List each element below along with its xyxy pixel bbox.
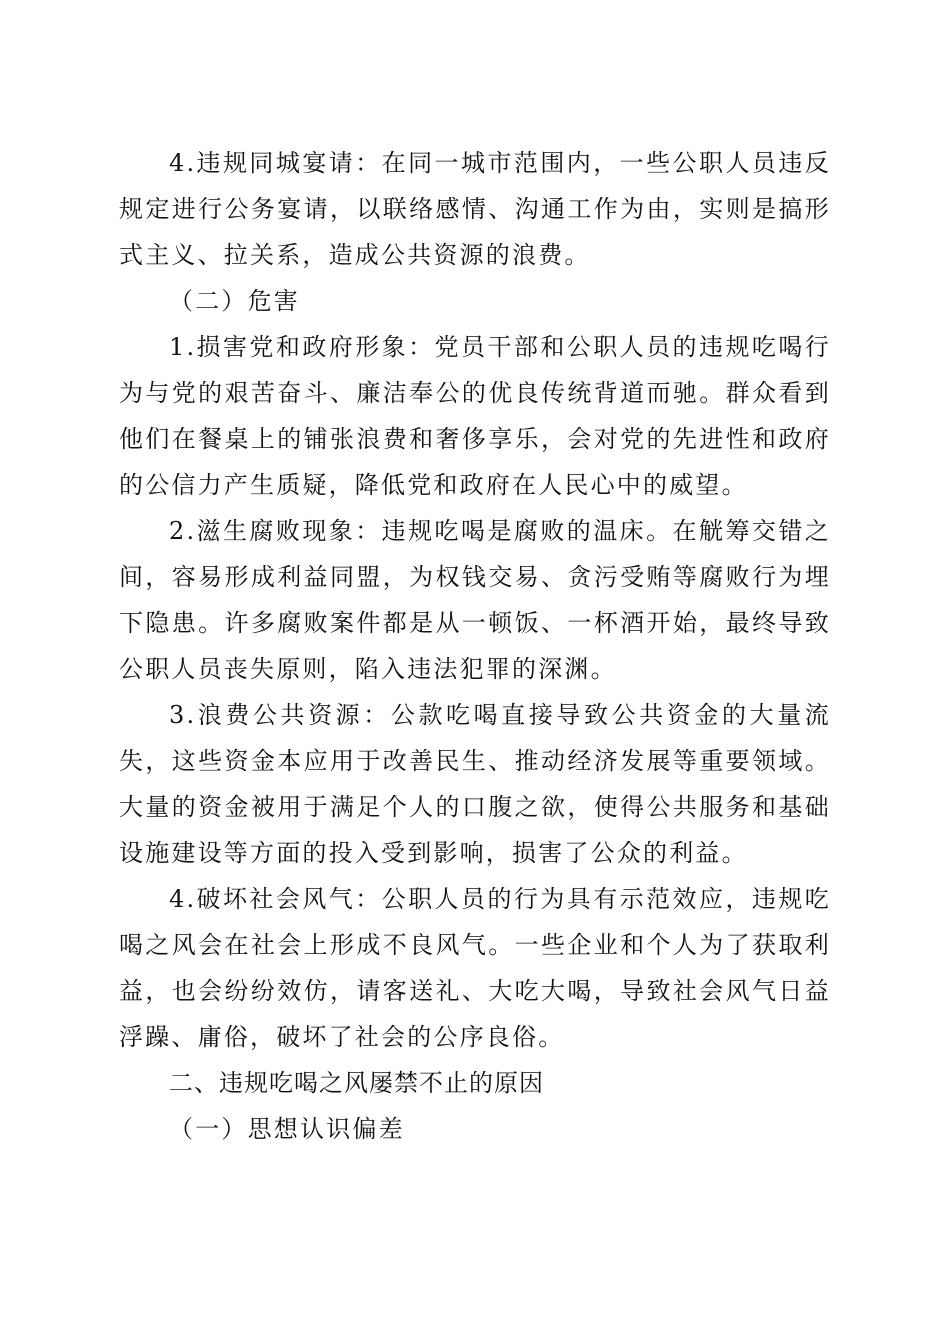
paragraph-damage-social-ethos: 4.破坏社会风气：公职人员的行为具有示范效应，违规吃喝之风会在社会上形成不良风气。一些企业和个人为了获取利益，也会纷纷效仿，请客送礼、大吃大喝，导致社会风气日益浮躁、庸俗，破坏了社会的公序良俗。 <box>119 885 831 1051</box>
paragraph-breed-corruption: 2.滋生腐败现象：违规吃喝是腐败的温床。在觥筹交错之间，容易形成利益同盟，为权钱交易、贪污受贿等腐败行为埋下隐患。许多腐败案件都是从一顿饭、一杯酒开始，最终导致公职人员丧失原则，陷入违法犯罪的深渊。 <box>119 517 831 683</box>
subheading-ideological-bias: （一）思想认识偏差 <box>169 1115 405 1143</box>
paragraph-damage-image: 1.损害党和政府形象：党员干部和公职人员的违规吃喝行为与党的艰苦奋斗、廉洁奉公的优良传统背道而驰。群众看到他们在餐桌上的铺张浪费和奢侈享乐，会对党的先进性和政府的公信力产生质疑，降低党和政府在人民心中的威望。 <box>119 333 831 499</box>
paragraph-waste-resources: 3.浪费公共资源：公款吃喝直接导致公共资金的大量流失，这些资金本应用于改善民生、推动经济发展等重要领域。大量的资金被用于满足个人的口腹之欲，使得公共服务和基础设施建设等方面的投入受到影响，损害了公众的利益。 <box>119 701 831 867</box>
document-body <box>119 140 831 1152</box>
section-heading-causes: 二、违规吃喝之风屡禁不止的原因 <box>169 1069 544 1097</box>
subheading-harms: （二）危害 <box>169 287 300 315</box>
paragraph-same-city-banquet: 4.违规同城宴请：在同一城市范围内，一些公职人员违反规定进行公务宴请，以联络感情、沟通工作为由，实则是搞形式主义、拉关系，造成公共资源的浪费。 <box>119 149 831 269</box>
